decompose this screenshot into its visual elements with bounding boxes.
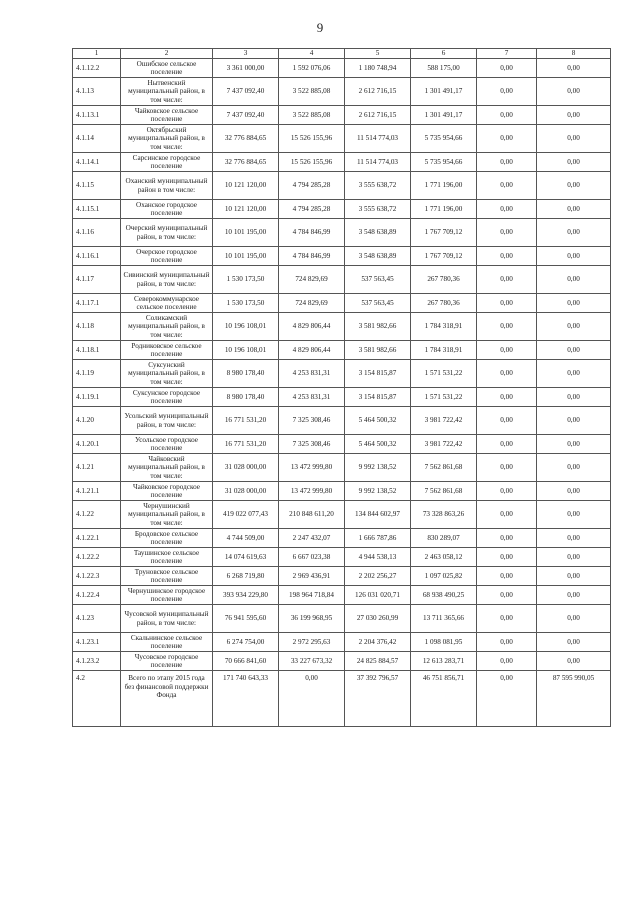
row-name: Оханское городское поселение: [121, 200, 213, 219]
row-fund-share: 1 592 076,06: [279, 59, 345, 78]
row-municipal-share: 2 463 058,12: [411, 548, 477, 567]
row-name: Оханский муниципальный район в том числе:: [121, 172, 213, 200]
row-fund-share: 4 784 846,99: [279, 247, 345, 266]
row-region-share: 3 154 815,87: [345, 360, 411, 388]
row-fund-share: 3 522 885,08: [279, 106, 345, 125]
row-fund-share: 4 253 831,31: [279, 388, 345, 407]
row-fund-share: 13 472 999,80: [279, 482, 345, 501]
row-municipal-share: 1 771 196,00: [411, 172, 477, 200]
row-fund-share: 7 325 308,46: [279, 407, 345, 435]
row-other-share: 0,00: [537, 407, 611, 435]
row-code: 4.1.22: [73, 501, 121, 529]
row-code: 4.1.22.4: [73, 586, 121, 605]
row-name: Очерский муниципальный район, в том числе:: [121, 219, 213, 247]
row-name: Чайковское сельское поселение: [121, 106, 213, 125]
row-municipal-share: 1 301 491,17: [411, 106, 477, 125]
row-region-share: 2 202 256,27: [345, 567, 411, 586]
row-owners-share: 0,00: [477, 652, 537, 671]
row-owners-share: 0,00: [477, 172, 537, 200]
row-owners-share: 0,00: [477, 501, 537, 529]
row-total-cost: 1 530 173,50: [213, 266, 279, 294]
row-other-share: 0,00: [537, 586, 611, 605]
row-total-cost: 32 776 884,65: [213, 153, 279, 172]
row-code: 4.1.19: [73, 360, 121, 388]
row-total-cost: 10 196 108,01: [213, 313, 279, 341]
row-owners-share: 0,00: [477, 313, 537, 341]
row-other-share: 0,00: [537, 78, 611, 106]
table-row: [73, 529, 611, 548]
row-total-cost: 393 934 229,80: [213, 586, 279, 605]
row-owners-share: 0,00: [477, 266, 537, 294]
row-fund-share: 4 829 806,44: [279, 341, 345, 360]
row-region-share: 3 154 815,87: [345, 388, 411, 407]
row-name: Усольское городское поселение: [121, 435, 213, 454]
row-fund-share: 198 964 718,84: [279, 586, 345, 605]
page-number: 9: [316, 20, 324, 35]
table-row: [73, 605, 611, 633]
row-code: 4.1.23: [73, 605, 121, 633]
row-municipal-share: 267 780,36: [411, 266, 477, 294]
row-municipal-share: 267 780,36: [411, 294, 477, 313]
row-total-cost: 16 771 531,20: [213, 407, 279, 435]
row-code: 4.1.17.1: [73, 294, 121, 313]
row-region-share: 126 031 020,71: [345, 586, 411, 605]
row-code: 4.1.14: [73, 125, 121, 153]
table-row: [73, 360, 611, 388]
row-municipal-share: 1 098 081,95: [411, 633, 477, 652]
row-owners-share: 0,00: [477, 633, 537, 652]
table-row: [73, 652, 611, 671]
total-row-region-share: 37 392 796,57: [345, 671, 411, 727]
table-row: [73, 172, 611, 200]
row-total-cost: 10 101 195,00: [213, 219, 279, 247]
table-row: [73, 435, 611, 454]
row-other-share: 0,00: [537, 313, 611, 341]
row-code: 4.1.18.1: [73, 341, 121, 360]
row-owners-share: 0,00: [477, 78, 537, 106]
row-fund-share: 4 784 846,99: [279, 219, 345, 247]
row-total-cost: 8 980 178,40: [213, 360, 279, 388]
row-total-cost: 31 028 000,00: [213, 482, 279, 501]
column-header: 1: [73, 49, 121, 59]
total-row-other-share: 87 595 990,05: [537, 671, 611, 727]
table-row: [73, 125, 611, 153]
row-total-cost: 10 101 195,00: [213, 247, 279, 266]
table-row: [73, 548, 611, 567]
row-other-share: 0,00: [537, 482, 611, 501]
row-other-share: 0,00: [537, 59, 611, 78]
column-header: 8: [537, 49, 611, 59]
row-code: 4.1.13.1: [73, 106, 121, 125]
row-name: Чернушинское городское поселение: [121, 586, 213, 605]
row-code: 4.1.13: [73, 78, 121, 106]
table-row: [73, 586, 611, 605]
row-total-cost: 1 530 173,50: [213, 294, 279, 313]
row-other-share: 0,00: [537, 501, 611, 529]
row-fund-share: 6 667 023,38: [279, 548, 345, 567]
total-row-fund-share: 0,00: [279, 671, 345, 727]
row-fund-share: 3 522 885,08: [279, 78, 345, 106]
row-total-cost: 10 196 108,01: [213, 341, 279, 360]
row-owners-share: 0,00: [477, 153, 537, 172]
table-row: [73, 454, 611, 482]
row-owners-share: 0,00: [477, 59, 537, 78]
row-region-share: 3 548 638,89: [345, 219, 411, 247]
row-code: 4.1.16.1: [73, 247, 121, 266]
row-municipal-share: 3 981 722,42: [411, 407, 477, 435]
row-municipal-share: 1 097 025,82: [411, 567, 477, 586]
row-owners-share: 0,00: [477, 125, 537, 153]
row-region-share: 3 581 982,66: [345, 313, 411, 341]
row-total-cost: 70 666 841,60: [213, 652, 279, 671]
row-municipal-share: 1 571 531,22: [411, 360, 477, 388]
table-row: [73, 501, 611, 529]
row-owners-share: 0,00: [477, 106, 537, 125]
row-region-share: 11 514 774,03: [345, 125, 411, 153]
row-code: 4.1.21: [73, 454, 121, 482]
row-municipal-share: 7 562 861,68: [411, 482, 477, 501]
row-name: Ошибское сельское поселение: [121, 59, 213, 78]
row-owners-share: 0,00: [477, 605, 537, 633]
table-row: [73, 482, 611, 501]
row-other-share: 0,00: [537, 360, 611, 388]
row-other-share: 0,00: [537, 435, 611, 454]
row-name: Северокоммунарское сельское поселение: [121, 294, 213, 313]
row-other-share: 0,00: [537, 529, 611, 548]
row-total-cost: 16 771 531,20: [213, 435, 279, 454]
row-fund-share: 36 199 968,95: [279, 605, 345, 633]
row-owners-share: 0,00: [477, 247, 537, 266]
row-municipal-share: 1 301 491,17: [411, 78, 477, 106]
total-row-name: Всего по этапу 2015 года без финансовой поддержки Фонда: [121, 671, 213, 727]
row-fund-share: 4 253 831,31: [279, 360, 345, 388]
row-total-cost: 76 941 595,60: [213, 605, 279, 633]
row-other-share: 0,00: [537, 125, 611, 153]
row-code: 4.1.21.1: [73, 482, 121, 501]
row-region-share: 3 581 982,66: [345, 341, 411, 360]
row-owners-share: 0,00: [477, 407, 537, 435]
total-row-owners-share: 0,00: [477, 671, 537, 727]
row-other-share: 0,00: [537, 341, 611, 360]
table-header-row: [73, 49, 611, 59]
row-name: Чайковский муниципальный район, в том числе:: [121, 454, 213, 482]
row-code: 4.1.23.2: [73, 652, 121, 671]
table-row: [73, 341, 611, 360]
row-other-share: 0,00: [537, 200, 611, 219]
row-owners-share: 0,00: [477, 219, 537, 247]
row-name: Очерское городское поселение: [121, 247, 213, 266]
row-other-share: 0,00: [537, 633, 611, 652]
row-owners-share: 0,00: [477, 567, 537, 586]
table-row: [73, 247, 611, 266]
row-municipal-share: 588 175,00: [411, 59, 477, 78]
row-name: Суксунское городское поселение: [121, 388, 213, 407]
row-municipal-share: 7 562 861,68: [411, 454, 477, 482]
column-header: 6: [411, 49, 477, 59]
row-name: Труновское сельское поселение: [121, 567, 213, 586]
row-owners-share: 0,00: [477, 388, 537, 407]
row-municipal-share: 68 938 490,25: [411, 586, 477, 605]
row-region-share: 1 666 787,86: [345, 529, 411, 548]
row-owners-share: 0,00: [477, 586, 537, 605]
row-total-cost: 10 121 120,00: [213, 200, 279, 219]
row-region-share: 3 555 638,72: [345, 172, 411, 200]
column-header: 3: [213, 49, 279, 59]
table-row: [73, 200, 611, 219]
row-municipal-share: 73 328 863,26: [411, 501, 477, 529]
row-region-share: 5 464 500,32: [345, 407, 411, 435]
table-row: [73, 567, 611, 586]
table-row: [73, 266, 611, 294]
row-municipal-share: 1 771 196,00: [411, 200, 477, 219]
row-code: 4.1.19.1: [73, 388, 121, 407]
total-row-total-cost: 171 740 643,33: [213, 671, 279, 727]
row-municipal-share: 3 981 722,42: [411, 435, 477, 454]
row-fund-share: 724 829,69: [279, 294, 345, 313]
row-owners-share: 0,00: [477, 548, 537, 567]
row-name: Чусовской муниципальный район, в том числе:: [121, 605, 213, 633]
row-region-share: 27 030 260,99: [345, 605, 411, 633]
row-code: 4.1.17: [73, 266, 121, 294]
row-owners-share: 0,00: [477, 529, 537, 548]
table-row: [73, 219, 611, 247]
column-header: 4: [279, 49, 345, 59]
row-owners-share: 0,00: [477, 294, 537, 313]
row-total-cost: 419 022 077,43: [213, 501, 279, 529]
row-name: Родниковское сельское поселение: [121, 341, 213, 360]
row-other-share: 0,00: [537, 548, 611, 567]
row-other-share: 0,00: [537, 219, 611, 247]
row-name: Чайковское городское поселение: [121, 482, 213, 501]
row-total-cost: 7 437 092,40: [213, 106, 279, 125]
row-total-cost: 4 744 509,00: [213, 529, 279, 548]
total-row-municipal-share: 46 751 856,71: [411, 671, 477, 727]
row-region-share: 134 844 602,97: [345, 501, 411, 529]
table-row: [73, 106, 611, 125]
row-owners-share: 0,00: [477, 200, 537, 219]
row-municipal-share: 5 735 954,66: [411, 153, 477, 172]
row-code: 4.1.23.1: [73, 633, 121, 652]
table-row: [73, 78, 611, 106]
row-fund-share: 2 972 295,63: [279, 633, 345, 652]
row-region-share: 5 464 500,32: [345, 435, 411, 454]
row-name: Бродовское сельское поселение: [121, 529, 213, 548]
row-municipal-share: 1 767 709,12: [411, 247, 477, 266]
row-owners-share: 0,00: [477, 341, 537, 360]
row-code: 4.1.15: [73, 172, 121, 200]
table-row: [73, 294, 611, 313]
row-region-share: 24 825 884,57: [345, 652, 411, 671]
row-municipal-share: 830 289,07: [411, 529, 477, 548]
row-region-share: 1 180 748,94: [345, 59, 411, 78]
row-other-share: 0,00: [537, 605, 611, 633]
row-total-cost: 3 361 000,00: [213, 59, 279, 78]
row-name: Чернушинский муниципальный район, в том числе:: [121, 501, 213, 529]
row-name: Таушинское сельское поселение: [121, 548, 213, 567]
row-code: 4.1.15.1: [73, 200, 121, 219]
table-row: [73, 153, 611, 172]
row-municipal-share: 1 571 531,22: [411, 388, 477, 407]
row-code: 4.1.12.2: [73, 59, 121, 78]
row-name: Сивинский муниципальный район, в том числе:: [121, 266, 213, 294]
budget-table: [72, 48, 611, 727]
table-row: [73, 59, 611, 78]
table-total-row: [73, 671, 611, 727]
row-region-share: 3 548 638,89: [345, 247, 411, 266]
row-region-share: 537 563,45: [345, 294, 411, 313]
row-fund-share: 4 829 806,44: [279, 313, 345, 341]
row-total-cost: 10 121 120,00: [213, 172, 279, 200]
row-owners-share: 0,00: [477, 360, 537, 388]
row-municipal-share: 1 767 709,12: [411, 219, 477, 247]
row-owners-share: 0,00: [477, 482, 537, 501]
row-fund-share: 15 526 155,96: [279, 125, 345, 153]
total-row-code: 4.2: [73, 671, 121, 727]
row-total-cost: 14 074 619,63: [213, 548, 279, 567]
row-code: 4.1.18: [73, 313, 121, 341]
row-name: Октябрьский муниципальный район, в том числе:: [121, 125, 213, 153]
column-header: 5: [345, 49, 411, 59]
row-region-share: 2 612 716,15: [345, 106, 411, 125]
row-region-share: 2 612 716,15: [345, 78, 411, 106]
row-municipal-share: 1 784 318,91: [411, 341, 477, 360]
row-region-share: 11 514 774,03: [345, 153, 411, 172]
column-header: 2: [121, 49, 213, 59]
row-other-share: 0,00: [537, 266, 611, 294]
row-name: Соликамский муниципальный район, в том числе:: [121, 313, 213, 341]
row-fund-share: 2 969 436,91: [279, 567, 345, 586]
row-name: Скальнинское сельское поселение: [121, 633, 213, 652]
row-other-share: 0,00: [537, 388, 611, 407]
row-region-share: 2 204 376,42: [345, 633, 411, 652]
row-fund-share: 13 472 999,80: [279, 454, 345, 482]
row-other-share: 0,00: [537, 454, 611, 482]
column-header: 7: [477, 49, 537, 59]
row-fund-share: 4 794 285,28: [279, 200, 345, 219]
row-name: Чусовское городское поселение: [121, 652, 213, 671]
row-total-cost: 8 980 178,40: [213, 388, 279, 407]
row-other-share: 0,00: [537, 153, 611, 172]
row-region-share: 9 992 138,52: [345, 482, 411, 501]
row-other-share: 0,00: [537, 567, 611, 586]
row-region-share: 9 992 138,52: [345, 454, 411, 482]
row-total-cost: 7 437 092,40: [213, 78, 279, 106]
row-name: Нытвенский муниципальный район, в том числе:: [121, 78, 213, 106]
row-municipal-share: 1 784 318,91: [411, 313, 477, 341]
row-municipal-share: 13 711 365,66: [411, 605, 477, 633]
row-other-share: 0,00: [537, 247, 611, 266]
row-total-cost: 31 028 000,00: [213, 454, 279, 482]
row-code: 4.1.22.2: [73, 548, 121, 567]
row-other-share: 0,00: [537, 172, 611, 200]
row-total-cost: 32 776 884,65: [213, 125, 279, 153]
row-fund-share: 33 227 673,32: [279, 652, 345, 671]
row-municipal-share: 5 735 954,66: [411, 125, 477, 153]
row-other-share: 0,00: [537, 294, 611, 313]
table-row: [73, 388, 611, 407]
table-row: [73, 633, 611, 652]
row-code: 4.1.22.3: [73, 567, 121, 586]
row-code: 4.1.20.1: [73, 435, 121, 454]
row-owners-share: 0,00: [477, 435, 537, 454]
row-fund-share: 2 247 432,07: [279, 529, 345, 548]
row-name: Суксунский муниципальный район, в том числе:: [121, 360, 213, 388]
table-row: [73, 313, 611, 341]
row-code: 4.1.22.1: [73, 529, 121, 548]
row-municipal-share: 12 613 283,71: [411, 652, 477, 671]
row-code: 4.1.16: [73, 219, 121, 247]
row-fund-share: 210 848 611,20: [279, 501, 345, 529]
row-other-share: 0,00: [537, 106, 611, 125]
row-fund-share: 4 794 285,28: [279, 172, 345, 200]
row-total-cost: 6 274 754,00: [213, 633, 279, 652]
row-total-cost: 6 268 719,80: [213, 567, 279, 586]
row-code: 4.1.20: [73, 407, 121, 435]
row-other-share: 0,00: [537, 652, 611, 671]
row-fund-share: 724 829,69: [279, 266, 345, 294]
row-fund-share: 7 325 308,46: [279, 435, 345, 454]
row-name: Сарсинское городское поселение: [121, 153, 213, 172]
row-fund-share: 15 526 155,96: [279, 153, 345, 172]
row-code: 4.1.14.1: [73, 153, 121, 172]
row-name: Усольский муниципальный район, в том числе:: [121, 407, 213, 435]
row-region-share: 537 563,45: [345, 266, 411, 294]
row-region-share: 3 555 638,72: [345, 200, 411, 219]
table-row: [73, 407, 611, 435]
row-owners-share: 0,00: [477, 454, 537, 482]
row-region-share: 4 944 538,13: [345, 548, 411, 567]
